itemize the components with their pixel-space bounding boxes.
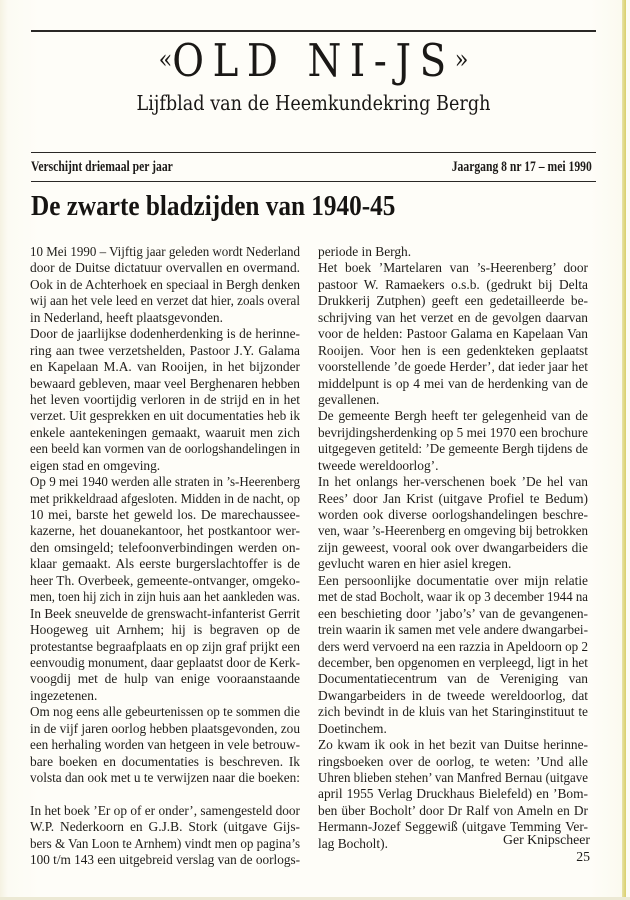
publication-frequency: Verschijnt driemaal per jaar — [31, 159, 173, 175]
text-line: In Beek sneuvelde de grenswacht-infanterist Gerrit — [30, 605, 300, 621]
text-line: Het boek ’Martelaren van ’s-Heerenberg’ door — [318, 260, 588, 276]
text-line: 10 Mei 1990 – Vijftig jaar geleden wordt Nederland — [30, 244, 300, 259]
text-line: met prikkeldraad afgesloten. Midden in de nacht, op — [30, 490, 300, 506]
text-line: volsta dan ook met u te verwijzen naar die boeken: — [30, 770, 300, 785]
text-line: het leven voortijdig verloren in de strijd en in het — [30, 391, 300, 407]
close-guillemet: » — [454, 45, 469, 75]
open-guillemet: « — [158, 45, 173, 75]
text-line: Doetinchem. — [318, 720, 387, 736]
masthead-subtitle: Lijfblad van de Heemkundekring Bergh — [136, 91, 491, 115]
page-edge — [622, 0, 626, 900]
text-line: Documentatiecentrum van de Vereniging van — [318, 671, 588, 687]
text-line: gevallenen. — [318, 391, 380, 407]
text-line: bare boeken en documentaties is beschreven. Ik — [30, 753, 300, 769]
text-line: middelpunt is op 4 mei van de herdenking van de — [318, 375, 588, 391]
text-line: ring aan twee verzetshelden, Pastoor J.Y. Galama — [30, 342, 300, 358]
text-line: klaar gemaakt. Als eerste burgerslachtoffer is de — [30, 556, 300, 572]
issue-bar-top-rule — [31, 152, 596, 153]
article-headline: De zwarte bladzijden van 1940-45 — [31, 190, 396, 222]
text-line: bewaard gebleven, maar veel Berghenaren hebben — [30, 375, 300, 391]
text-line: enkele aantekeningen gemaakt, waaruit men zich — [30, 424, 300, 440]
paragraph-gap — [30, 786, 300, 802]
text-line: Dwangarbeiders in de tweede wereldoorlog, dat — [318, 687, 588, 703]
article-column-left — [30, 244, 300, 869]
text-line: gevlucht waren en hier asiel kregen. — [318, 556, 512, 572]
text-line: De gemeente Bergh heeft ter gelegenheid van de — [318, 408, 588, 424]
text-line: in de vijf jaren oorlog hebben plaatsgevonden, zou — [30, 720, 300, 736]
text-line: december, ben opgenomen en verpleegd, ligt in het — [318, 654, 588, 670]
text-line: schrijving van het verzet en de gevolgen daarvan — [318, 309, 588, 325]
text-line: kazerne, het douanekantoor, het postkantoor wer- — [30, 523, 300, 539]
text-line: bers & Van Loon te Arnhem) vindt men op pagina’s — [30, 835, 300, 851]
text-line: zich bevindt in de kluis van het Staringinstituut te — [318, 704, 588, 720]
text-line: Rooijen. Voor hen is een gedenkteken geplaatst — [318, 342, 588, 358]
text-line: heer Th. Overbeek, gemeente-ontvanger, omgeko- — [30, 572, 300, 588]
text-line: tweede wereldoorlog’. — [318, 457, 439, 473]
text-line: voor de helden: Pastoor Galama en Kapelaan Van — [318, 326, 588, 342]
text-line: W.P. Nederkoorn en G.J.B. Stork (uitgave Gijs- — [30, 819, 300, 835]
text-line: een beeld kan vormen van de oorlogshandelingen in — [30, 441, 300, 457]
page-number: 25 — [576, 849, 590, 864]
text-line: ders werd vervoerd na een razzia in Apeldoorn op 2 — [318, 638, 588, 654]
text-line: eigen stad en omgeving. — [30, 457, 161, 473]
text-line: ringsboeken over de oorlog, te weten: ’Und alle — [318, 753, 588, 769]
text-line: worden ook diverse oorlogshandelingen beschre- — [318, 507, 588, 522]
text-line: een beschieting door ’jabo’s’ van de gevangenen- — [318, 605, 588, 621]
text-line: periode in Bergh. — [318, 244, 412, 259]
text-line: ven, waar ’s-Heerenberg en omgeving bij betrokken — [318, 523, 588, 539]
text-line: voogdij met de hulp van enige vooraanstaande — [30, 671, 300, 687]
text-line: trein waarin ik samen met vele andere dwangarbei- — [318, 622, 588, 638]
text-line: ben über Bocholt’ door Dr Ralf von Ameln en Dr — [318, 802, 588, 818]
text-line: In het onlangs her-verschenen boek ’De hel van — [318, 474, 588, 490]
text-line: Uhren blieben stehen’ van Manfred Bernau (uitgave — [318, 770, 588, 785]
text-line: Door de jaarlijkse dodenherdenking is de herinne- — [30, 326, 300, 342]
text-line: Om nog eens alle gebeurtenissen op te sommen die — [30, 704, 300, 720]
text-line: door de Duitse dictatuur overvallen en overmand. — [30, 260, 300, 276]
newsletter-name: OLD NI-JS — [172, 34, 455, 87]
text-line: In het boek ’Er op of er onder’, samengesteld door — [30, 802, 300, 818]
text-line: in Nederland, heeft plaatsgevonden. — [30, 309, 223, 325]
text-line: Hoogeweg uit Arnhem; hij is begraven op de — [30, 622, 300, 638]
issue-info: Jaargang 8 nr 17 – mei 1990 — [451, 159, 592, 175]
text-line: lag Bocholt). — [318, 835, 388, 851]
text-line: voorstellende ’de goede Herder’, dat ieder jaar het — [318, 359, 588, 375]
text-line: eenvoudig monument, daar geplaatst door de Kerk- — [30, 654, 300, 670]
text-line: zijn geweest, vooral ook over dwangarbeiders die — [318, 539, 588, 555]
text-line: pastoor W. Ramaekers o.s.b. (gedrukt bij Delta — [318, 276, 588, 292]
text-line: bevrijdingsherdenking op 5 mei 1970 een brochure — [318, 424, 588, 440]
text-line: 100 t/m 143 een uitgebreid verslag van de oorlogs- — [30, 852, 300, 868]
text-line: 10 mei, barste het geweld los. De marechaussee- — [30, 507, 300, 522]
masthead-top-rule — [31, 30, 596, 32]
text-line: een herhaling worden van hetgeen in vele betrouw- — [30, 737, 300, 753]
issue-bar-bottom-rule — [31, 181, 596, 182]
text-line: wij aan het vele leed en verzet dat hier, zoals overal — [30, 293, 300, 309]
text-line: protestantse begraafplaats en op zijn graf prijkt een — [30, 638, 300, 654]
text-line: met de stad Bocholt, waar ik op 3 december 1944 na — [318, 589, 588, 605]
text-line: Ook in de Achterhoek en speciaal in Bergh denken — [30, 276, 300, 292]
masthead-title — [71, 34, 557, 87]
text-line: en Kapelaan M.A. van Rooijen, in het bijzonder — [30, 359, 300, 375]
text-line: verzet. Uit gesprekken en uit documentaties heb ik — [30, 408, 300, 424]
author-signature: Ger Knipscheer — [503, 832, 590, 847]
article-column-right — [318, 244, 588, 852]
text-line: uitgegeven getiteld: ’De gemeente Bergh tijdens de — [318, 441, 588, 457]
text-line: den omsingeld; telefoonverbindingen werden on- — [30, 539, 300, 555]
text-line: Een persoonlijke documentatie over mijn relatie — [318, 572, 588, 588]
text-line: Zo kwam ik ook in het bezit van Duitse herinne- — [318, 737, 588, 753]
text-line: Rees’ door Jan Krist (uitgave Profiel te Bedum) — [318, 490, 588, 506]
text-line: Op 9 mei 1940 werden alle straten in ’s-Heerenberg — [30, 474, 300, 490]
text-line: men, toen hij zich in zijn huis aan het aankleden was. — [30, 589, 300, 605]
text-line: ingezetenen. — [30, 687, 98, 703]
text-line: Drukkerij Zutphen) geeft een gedetailleerde be- — [318, 293, 588, 309]
text-line: april 1955 Verlag Druckhaus Bielefeld) en ’Bom- — [318, 786, 588, 802]
text-line: Hermann-Jozef Seggewiß (uitgave Temming Ver- — [318, 819, 588, 835]
